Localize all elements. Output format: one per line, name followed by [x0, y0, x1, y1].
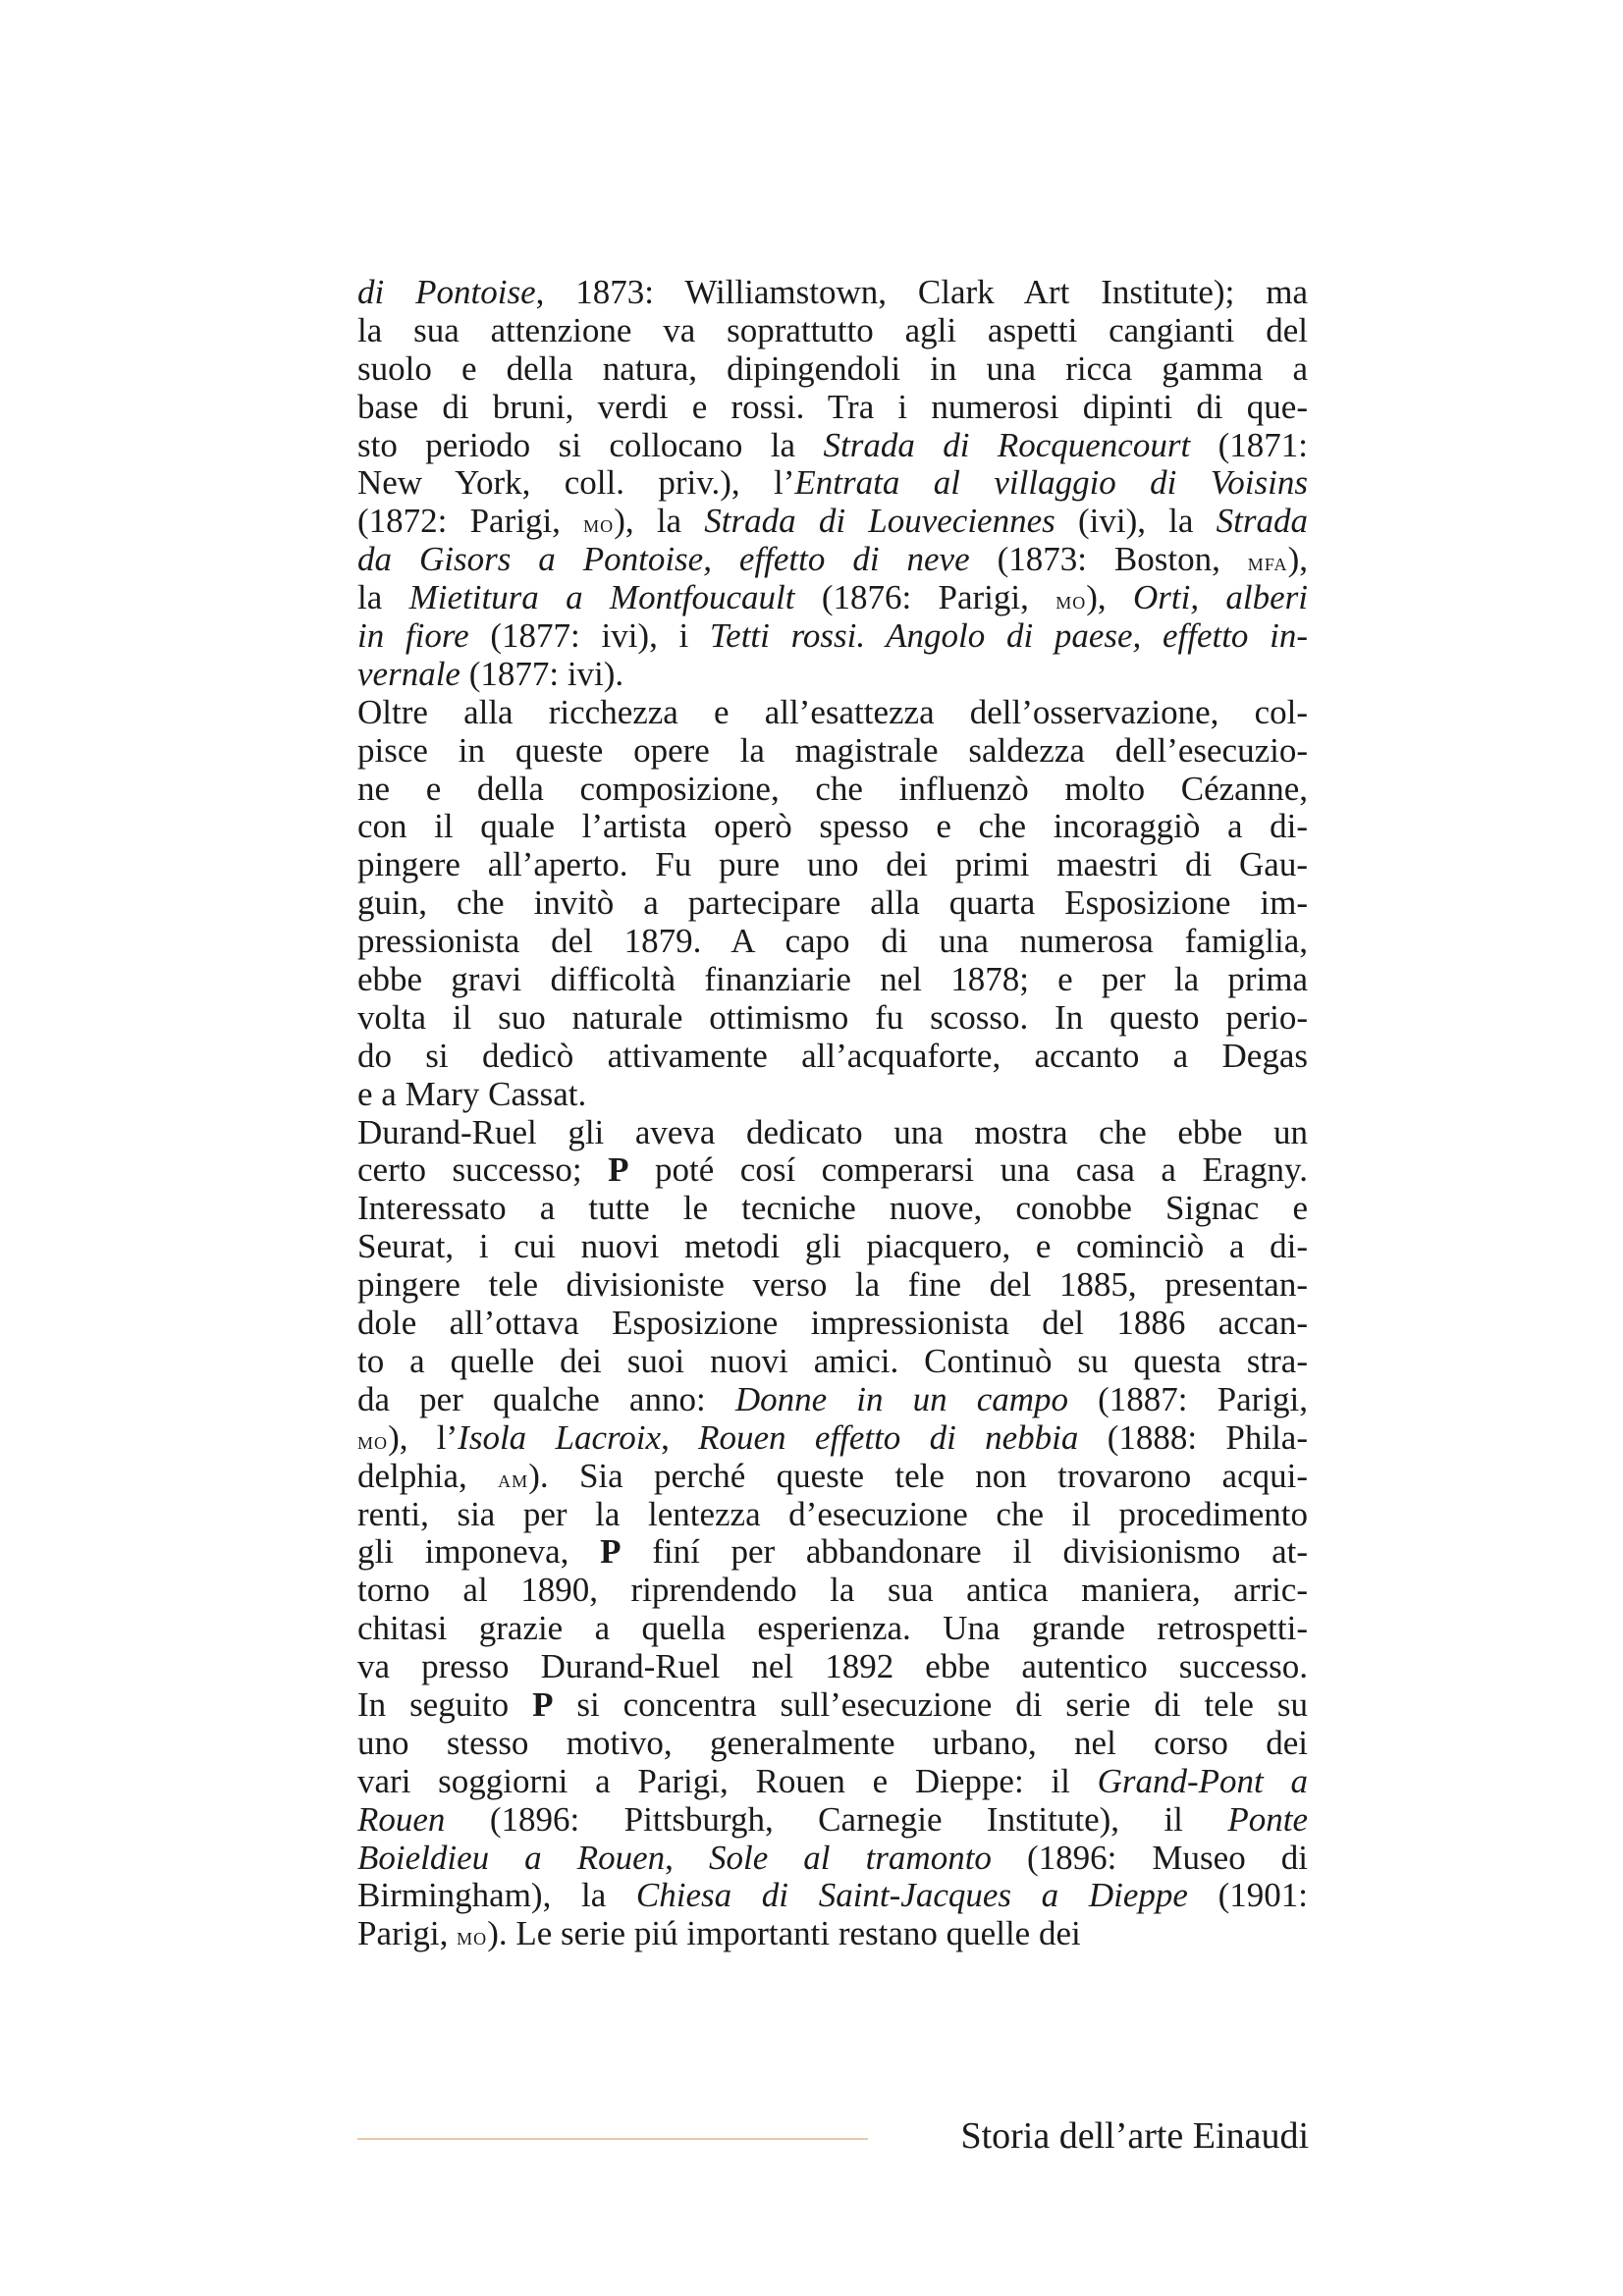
text-run: (1872: Parigi,: [357, 502, 584, 541]
italic-title: Mietitura a Montfoucault: [408, 578, 795, 617]
text-run: delphia,: [357, 1456, 499, 1495]
italic-title: Strada di Rocquencourt: [823, 425, 1191, 464]
text-run: to a quelle dei suoi nuovi amici. Continuò su questa stra-: [357, 1341, 1308, 1380]
text-line: [357, 694, 1308, 732]
text-run: si concentra sull’esecuzione di serie di tele su: [553, 1684, 1308, 1724]
text-run: New York, coll. priv.), l’: [357, 463, 795, 503]
italic-title: Sole al tramonto: [708, 1838, 992, 1877]
bold-initial: P: [600, 1532, 622, 1572]
text-line: [357, 846, 1308, 884]
italic-title: Ponte: [1227, 1799, 1308, 1839]
text-run: (1877: ivi).: [460, 654, 624, 693]
text-run: poté cosí comperarsi una casa a Eragny.: [628, 1150, 1308, 1190]
text-run: (ivi), la: [1055, 502, 1217, 541]
text-run: certo successo;: [357, 1150, 609, 1190]
text-line: [357, 427, 1308, 465]
body-text: [357, 274, 1308, 1953]
italic-title: Strada: [1216, 502, 1308, 541]
text-line: [357, 1343, 1308, 1381]
text-run: vari soggiorni a Parigi, Rouen e Dieppe: il: [357, 1761, 1098, 1800]
text-run: ),: [1086, 578, 1134, 617]
text-line: [357, 808, 1308, 846]
text-run: la sua attenzione va soprattutto agli aspetti cangianti del: [357, 310, 1308, 349]
text-line: [357, 1305, 1308, 1343]
text-run: (1877: ivi), i: [468, 616, 710, 656]
text-run: dole all’ottava Esposizione impressionista del 1886 accan-: [357, 1304, 1308, 1343]
text-run: pingere all’aperto. Fu pure uno dei primi maestri di Gau-: [357, 845, 1308, 884]
italic-title: Rouen effetto di nebbia: [698, 1417, 1079, 1457]
italic-title: Isola Lacroix: [458, 1417, 662, 1457]
text-run: finí per abbandonare il divisionismo at-: [621, 1532, 1309, 1572]
text-run: ). Le serie piú importanti restano quelle dei: [487, 1914, 1081, 1953]
small-caps-abbr: mo: [1055, 586, 1087, 615]
text-line: [357, 1572, 1308, 1610]
text-run: la: [357, 578, 409, 617]
text-line: [357, 579, 1308, 617]
text-line: [357, 1725, 1308, 1763]
text-line: [357, 1877, 1308, 1915]
text-line: [357, 732, 1308, 771]
text-run: (1871:: [1190, 425, 1308, 464]
text-line: [357, 1419, 1308, 1458]
text-run: (1887: Parigi,: [1068, 1379, 1309, 1418]
text-run: con il quale l’artista operò spesso e che incoraggiò a di-: [357, 807, 1308, 846]
text-line: [357, 1266, 1308, 1305]
text-line: [357, 1648, 1308, 1686]
text-line: [357, 389, 1308, 427]
text-run: ). Sia perché queste tele non trovarono acqui-: [528, 1456, 1308, 1495]
text-line: [357, 961, 1308, 999]
text-line: [357, 1840, 1308, 1878]
text-run: (1888: Phila-: [1078, 1417, 1308, 1457]
small-caps-abbr: mo: [457, 1922, 488, 1951]
italic-title: Strada di Louveciennes: [704, 502, 1055, 541]
text-line: [357, 1686, 1308, 1725]
text-run: ), la: [614, 502, 705, 541]
text-line: [357, 923, 1308, 961]
text-run: ebbe gravi difficoltà finanziarie nel 1878; e per la prima: [357, 960, 1308, 999]
text-run: da per qualche anno:: [357, 1379, 735, 1418]
text-line: [357, 1228, 1308, 1266]
italic-title: Boieldieu a Rouen: [357, 1838, 666, 1877]
text-line: [357, 350, 1308, 389]
italic-title: di Pontoise: [357, 273, 536, 311]
text-run: Oltre alla ricchezza e all’esattezza dell’osservazione, col-: [357, 692, 1308, 731]
text-line: [357, 312, 1308, 350]
text-run: (1901:: [1187, 1876, 1308, 1915]
footer-rule: [357, 2138, 868, 2140]
text-line: [357, 1763, 1308, 1801]
text-line: [357, 464, 1308, 503]
text-run: Parigi,: [357, 1914, 458, 1953]
text-line: [357, 1151, 1308, 1190]
text-run: guin, che invitò a partecipare alla quarta Esposizione im-: [357, 883, 1308, 923]
text-line: [357, 541, 1308, 579]
italic-title: da Gisors a Pontoise, effetto di neve: [357, 540, 970, 579]
text-line: [357, 1381, 1308, 1419]
text-line: [357, 1496, 1308, 1534]
text-run: In seguito: [357, 1684, 533, 1724]
text-run: pisce in queste opere la magistrale saldezza dell’esecuzio-: [357, 730, 1308, 770]
text-line: [357, 1038, 1308, 1076]
text-run: Birmingham), la: [357, 1876, 636, 1915]
text-run: va presso Durand-Ruel nel 1892 ebbe autentico successo.: [357, 1647, 1308, 1686]
text-run: (1873: Boston,: [969, 540, 1248, 579]
text-run: (1896: Museo di: [991, 1838, 1308, 1877]
text-run: base di bruni, verdi e rossi. Tra i numerosi dipinti di que-: [357, 387, 1308, 426]
text-line: [357, 884, 1308, 923]
italic-title: Donne in un campo: [734, 1379, 1069, 1418]
text-run: chitasi grazie a quella esperienza. Una grande retrospetti-: [357, 1609, 1308, 1648]
text-line: [357, 503, 1308, 541]
text-line: [357, 1458, 1308, 1496]
small-caps-abbr: mo: [583, 509, 615, 539]
text-line: [357, 1076, 1308, 1114]
bold-initial: P: [532, 1684, 554, 1724]
text-run: sto periodo si collocano la: [357, 425, 824, 464]
text-line: [357, 999, 1308, 1038]
text-run: do si dedicò attivamente all’acquaforte, accanto a Degas: [357, 1036, 1308, 1075]
text-line: [357, 1533, 1308, 1572]
text-run: ),: [1287, 540, 1308, 579]
text-line: [357, 771, 1308, 809]
italic-title: Entrata al villaggio di Voisins: [794, 463, 1308, 503]
text-run: renti, sia per la lentezza d’esecuzione che il procedimento: [357, 1494, 1308, 1533]
bold-initial: P: [608, 1150, 629, 1190]
small-caps-abbr: am: [498, 1464, 529, 1493]
italic-title: Chiesa di Saint-Jacques a Dieppe: [635, 1876, 1188, 1915]
text-run: Durand-Ruel gli aveva dedicato una mostra che ebbe un: [357, 1112, 1308, 1151]
italic-title: Grand-Pont a: [1097, 1761, 1309, 1800]
footer-title: Storia dell’arte Einaudi: [960, 2115, 1309, 2157]
text-run: , 1873: Williamstown, Clark Art Institute); ma: [535, 273, 1308, 311]
text-run: uno stesso motivo, generalmente urbano, nel corso dei: [357, 1723, 1308, 1762]
text-run: ), l’: [388, 1417, 459, 1457]
italic-title: Orti, alberi: [1133, 578, 1309, 617]
italic-title: in fiore: [357, 616, 469, 656]
small-caps-abbr: mo: [357, 1425, 389, 1455]
text-run: Interessato a tutte le tecniche nuove, conobbe Signac e: [357, 1189, 1308, 1228]
text-line: [357, 1801, 1308, 1840]
text-run: pingere tele divisioniste verso la fine del 1885, presentan-: [357, 1265, 1308, 1305]
text-run: gli imponeva,: [357, 1532, 601, 1572]
text-run: Seurat, i cui nuovi metodi gli piacquero, e cominciò a di-: [357, 1227, 1308, 1266]
italic-title: Tetti rossi. Angolo di paese, effetto in-: [709, 616, 1308, 656]
text-run: (1896: Pittsburgh, Carnegie Institute), il: [445, 1799, 1228, 1839]
text-run: suolo e della natura, dipingendoli in una ricca gamma a: [357, 348, 1308, 388]
text-run: pressionista del 1879. A capo di una numerosa famiglia,: [357, 922, 1308, 961]
text-line: [357, 1190, 1308, 1228]
text-run: ne e della composizione, che influenzò molto Cézanne,: [357, 769, 1308, 808]
text-run: ,: [665, 1838, 709, 1877]
text-run: (1876: Parigi,: [794, 578, 1056, 617]
text-run: volta il suo naturale ottimismo fu scosso. In questo perio-: [357, 997, 1308, 1037]
italic-title: Rouen: [357, 1799, 446, 1839]
text-run: ,: [661, 1417, 699, 1457]
text-line: [357, 656, 1308, 694]
text-line: [357, 1114, 1308, 1152]
text-line: [357, 274, 1308, 312]
text-line: [357, 1610, 1308, 1648]
text-line: [357, 1915, 1308, 1953]
small-caps-abbr: mfa: [1247, 548, 1288, 577]
italic-title: vernale: [357, 654, 460, 693]
text-run: torno al 1890, riprendendo la sua antica maniera, arric-: [357, 1571, 1308, 1610]
text-run: e a Mary Cassat.: [357, 1074, 587, 1113]
text-line: [357, 617, 1308, 656]
